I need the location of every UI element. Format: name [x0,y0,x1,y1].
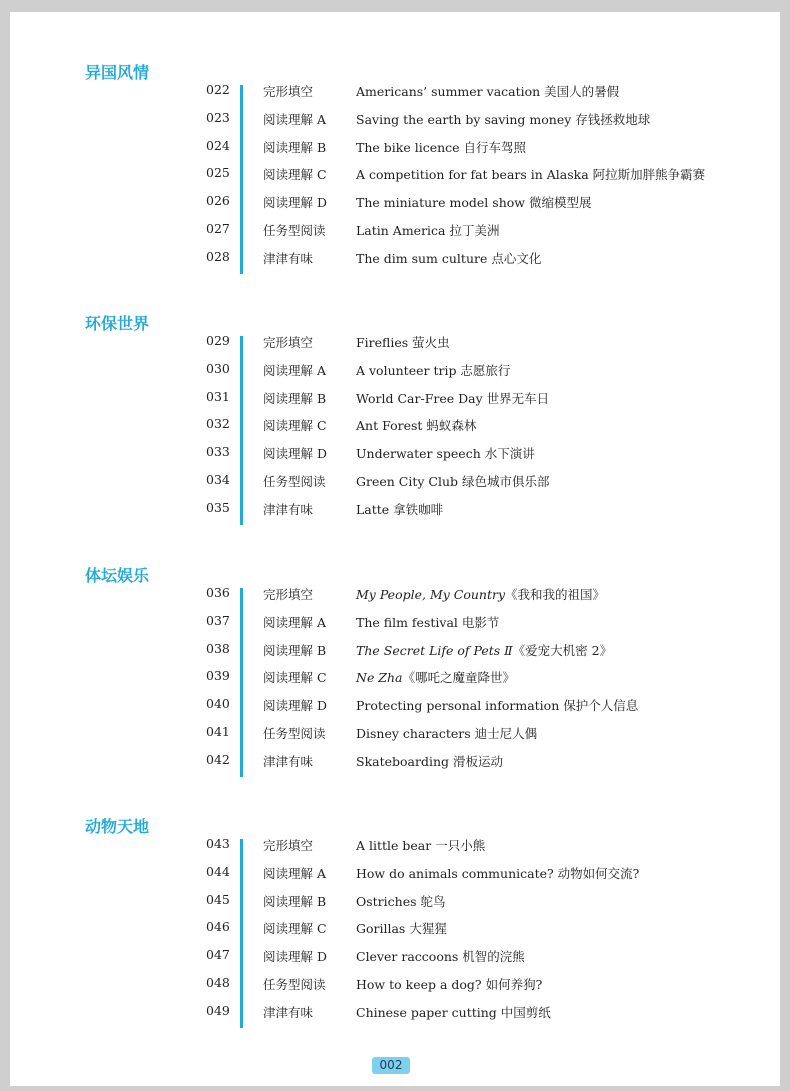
entry-title: Protecting personal information 保护个人信息 [356,698,639,714]
entry-title-italic: Ne Zha [356,670,403,686]
toc-entry[interactable] [10,469,780,497]
entry-page-number: 042 [206,751,230,767]
toc-entry[interactable] [10,861,780,889]
entry-title-italic: My People, My Country [356,587,506,602]
entry-title: Ostriches 鸵鸟 [356,893,446,909]
entry-page-number: 031 [206,388,230,404]
entry-list [10,833,780,1028]
toc-entry[interactable] [10,246,780,274]
toc-entry[interactable] [10,582,780,610]
entry-page-number: 043 [206,836,230,851]
toc-entry[interactable] [10,107,780,135]
entry-list [10,330,780,525]
entry-category: 完形填空 [263,587,314,602]
entry-title-italic: The Secret Life of Pets Ⅱ [356,642,513,658]
entry-page-number: 032 [206,416,230,432]
entry-page-number: 047 [206,947,230,963]
entry-title-chinese: 《我和我的祖国》 [505,587,606,602]
entry-category: 阅读理解 A [263,865,327,881]
section-title: 环保世界 [85,314,150,333]
entry-title: Latin America 拉丁美洲 [356,222,500,238]
entry-title: Disney characters 迪士尼人偶 [356,725,538,741]
toc-entry[interactable] [10,693,780,721]
entry-category: 阅读理解 A [263,111,327,127]
entry-category: 阅读理解 D [263,446,327,462]
toc-entry[interactable] [10,358,780,386]
entry-title: The dim sum culture 点心文化 [356,250,542,266]
entry-title: Ant Forest 蚂蚁森林 [356,418,477,434]
toc-entry[interactable] [10,497,780,525]
entry-page-number: 048 [206,974,230,990]
toc-entry[interactable] [10,330,780,358]
entry-category: 完形填空 [263,838,314,853]
entry-list [10,582,780,777]
entry-title: A volunteer trip 志愿旅行 [356,362,511,378]
entry-page-number: 023 [206,109,230,125]
entry-title-chinese: 《爱宠大机密 2》 [512,642,613,658]
entry-page-number: 039 [206,668,230,684]
entry-category: 完形填空 [263,335,314,350]
entry-page-number: 033 [206,444,230,460]
entry-category: 阅读理解 C [263,418,327,434]
entry-title: Green City Club 绿色城市俱乐部 [356,473,550,489]
toc-entry[interactable] [10,190,780,218]
toc-entry[interactable] [10,721,780,749]
entry-category: 任务型阅读 [263,976,326,992]
toc-entry[interactable] [10,135,780,163]
entry-page-number: 044 [206,863,230,879]
entry-category: 津津有味 [263,250,314,266]
entry-title: The film festival 电影节 [356,614,500,630]
entry-category: 阅读理解 B [263,642,327,658]
toc-entry[interactable] [10,1000,780,1028]
entry-title-chinese: 《哪吒之魔童降世》 [402,670,516,686]
entry-category: 阅读理解 B [263,139,327,155]
toc-entry[interactable] [10,218,780,246]
entry-page-number: 041 [206,723,230,739]
entry-page-number: 022 [206,82,230,97]
section-title: 异国风情 [85,63,150,82]
toc-entry[interactable] [10,972,780,1000]
toc-entry[interactable] [10,889,780,917]
entry-page-number: 038 [206,640,230,656]
entry-page-number: 028 [206,248,230,264]
entry-page-number: 037 [206,612,230,628]
toc-entry[interactable] [10,79,780,107]
toc-entry[interactable] [10,665,780,693]
section-title: 动物天地 [85,817,150,836]
entry-title: Americans’ summer vacation 美国人的暑假 [356,84,620,99]
toc-entry[interactable] [10,638,780,666]
entry-title: The bike licence 自行车驾照 [356,139,527,155]
entry-category: 津津有味 [263,753,314,769]
toc-entry[interactable] [10,749,780,777]
entry-title: Chinese paper cutting 中国剪纸 [356,1004,551,1020]
section-title: 体坛娱乐 [85,566,150,585]
entry-category: 津津有味 [263,1004,314,1020]
toc-entry[interactable] [10,916,780,944]
entry-category: 阅读理解 B [263,390,327,406]
entry-page-number: 024 [206,137,230,153]
toc-entry[interactable] [10,610,780,638]
entry-category: 阅读理解 C [263,167,327,183]
entry-category: 阅读理解 D [263,949,327,965]
entry-page-number: 029 [206,333,230,348]
entry-title [356,585,605,603]
entry-title: Clever raccoons 机智的浣熊 [356,949,525,965]
toc-entry[interactable] [10,386,780,414]
entry-category: 任务型阅读 [263,473,326,489]
entry-page-number: 027 [206,220,230,236]
entry-title: Skateboarding 滑板运动 [356,753,503,769]
entry-page-number: 035 [206,499,230,515]
entry-title: The miniature model show 微缩模型展 [356,195,592,211]
entry-title: How do animals communicate? 动物如何交流? [356,865,640,881]
entry-title: Gorillas 大猩猩 [356,921,447,937]
entry-title: A competition for fat bears in Alaska 阿拉斯加胖熊争霸赛 [356,167,706,183]
entry-category: 阅读理解 D [263,698,327,714]
entry-category: 阅读理解 A [263,362,327,378]
entry-page-number: 030 [206,360,230,376]
entry-page-number: 025 [206,165,230,181]
entry-category: 阅读理解 C [263,670,327,686]
entry-category: 津津有味 [263,501,314,517]
entry-category: 任务型阅读 [263,725,326,741]
entry-page-number: 034 [206,471,230,487]
toc-entry[interactable] [10,944,780,972]
entry-title [356,668,515,686]
toc-entry[interactable] [10,441,780,469]
entry-page-number: 026 [206,193,230,209]
entry-list [10,79,780,274]
toc-entry[interactable] [10,413,780,441]
entry-title: Underwater speech 水下演讲 [356,446,535,462]
entry-title [356,641,612,659]
entry-title: Latte 拿铁咖啡 [356,501,444,517]
page-number: 002 [372,1057,410,1074]
entry-category: 阅读理解 A [263,614,327,630]
entry-page-number: 046 [206,919,230,935]
entry-page-number: 045 [206,891,230,907]
entry-category: 阅读理解 D [263,195,327,211]
entry-category: 阅读理解 C [263,921,327,937]
entry-title: World Car-Free Day 世界无车日 [356,390,550,406]
entry-title: How to keep a dog? 如何养狗? [356,976,543,992]
entry-category: 任务型阅读 [263,222,326,238]
entry-page-number: 036 [206,585,230,600]
entry-title: Fireflies 萤火虫 [356,335,450,350]
entry-title: A little bear 一只小熊 [356,838,486,853]
toc-page [10,12,780,1086]
entry-page-number: 040 [206,696,230,712]
entry-category: 阅读理解 B [263,893,327,909]
toc-entry[interactable] [10,833,780,861]
entry-page-number: 049 [206,1002,230,1018]
entry-category: 完形填空 [263,84,314,99]
entry-title: Saving the earth by saving money 存钱拯救地球 [356,111,651,127]
toc-entry[interactable] [10,162,780,190]
